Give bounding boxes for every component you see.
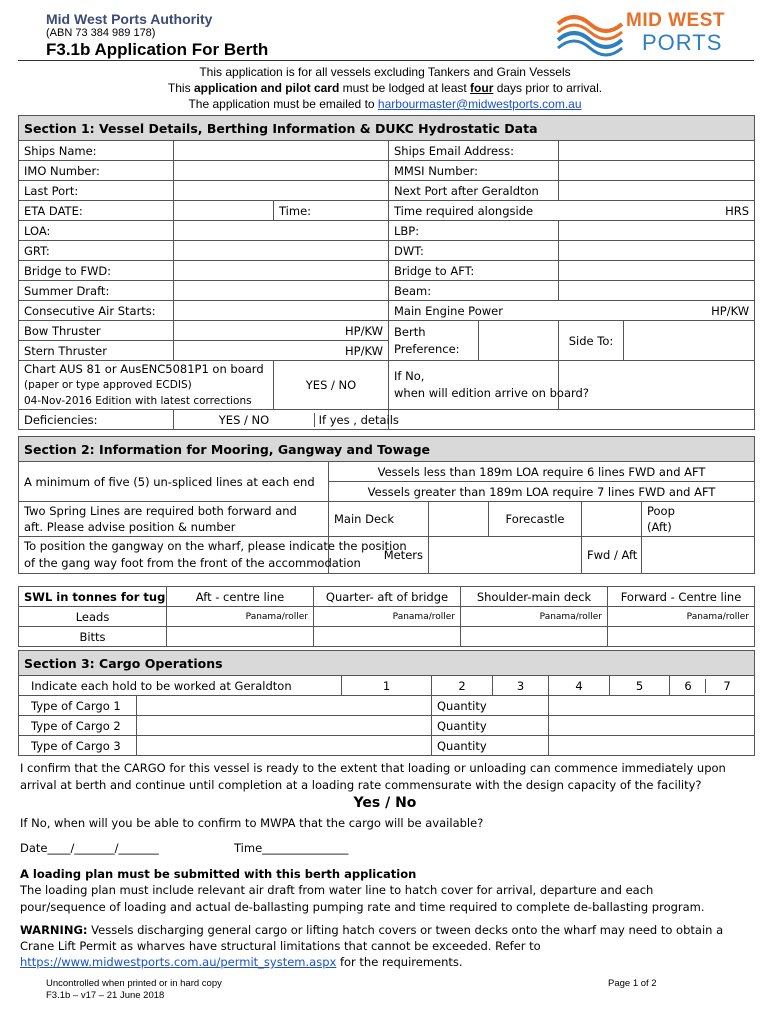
- berth-preference-label: Berth Preference:: [389, 321, 479, 361]
- last-port-field[interactable]: [174, 181, 389, 201]
- confirm-date-field[interactable]: Date____/_______/_______: [20, 841, 159, 855]
- bitts-forward-field[interactable]: [608, 627, 755, 647]
- intro-line-1: This application is for all vessels excluding Tankers and Grain Vessels: [199, 65, 571, 79]
- permit-system-link[interactable]: https://www.midwestports.com.au/permit_system.aspx: [20, 955, 337, 969]
- time-alongside-field[interactable]: Time required alongside HRS: [389, 201, 755, 221]
- side-to-label: Side To:: [559, 321, 624, 361]
- leads-quarter-field[interactable]: Panama/roller: [314, 607, 461, 627]
- eta-date-label: ETA DATE:: [19, 201, 174, 221]
- fwd-aft-field[interactable]: [642, 537, 755, 574]
- dwt-field[interactable]: [559, 241, 755, 261]
- quantity-3-label: Quantity: [432, 736, 549, 756]
- lines-large-vessel: Vessels greater than 189m LOA require 7 lines FWD and AFT: [329, 482, 755, 502]
- grt-field[interactable]: [174, 241, 389, 261]
- imo-field[interactable]: [174, 161, 389, 181]
- hold-5[interactable]: 5: [610, 676, 670, 696]
- confirm-text-2: arrival at berth and continue until completion at a loading rate commensurate with the design capacity of the facility?: [20, 778, 702, 792]
- bitts-aft-field[interactable]: [167, 627, 314, 647]
- spring-lines-label: Two Spring Lines are required both forward and aft. Please advise position & number: [19, 502, 329, 537]
- imo-label: IMO Number:: [19, 161, 174, 181]
- leads-aft-field[interactable]: Panama/roller: [167, 607, 314, 627]
- col-aft-centre: Aft - centre line: [167, 587, 314, 607]
- lbp-label: LBP:: [389, 221, 559, 241]
- deficiencies-label: Deficiencies:: [19, 410, 174, 430]
- mid-west-ports-logo: [556, 10, 736, 56]
- bridge-aft-field[interactable]: [559, 261, 755, 281]
- cargo-3-field[interactable]: [137, 736, 432, 756]
- intro-line-3: The application must be emailed to harbourmaster@midwestports.com.au: [188, 97, 582, 111]
- deficiencies-field[interactable]: YES / NO If yes , details: [174, 410, 389, 430]
- chart-if-no-field[interactable]: [559, 361, 755, 410]
- abn-number: (ABN 73 384 989 178): [46, 27, 156, 39]
- hold-4[interactable]: 4: [549, 676, 610, 696]
- bow-thruster-label: Bow Thruster: [19, 321, 174, 341]
- loa-label: LOA:: [19, 221, 174, 241]
- warning-text-2: Crane Lift Permit as wharves have structural limitations that cannot be exceeded. Refer to: [20, 939, 541, 953]
- col-shoulder: Shoulder-main deck: [461, 587, 608, 607]
- wave-logo-icon: [556, 10, 626, 56]
- section-3-title: Section 3: Cargo Operations: [19, 651, 755, 676]
- chart-requirement: Chart AUS 81 or AusENC5081P1 on board (paper or type approved ECDIS) 04-Nov-2016 Edition with latest corrections: [19, 361, 274, 410]
- chart-if-no-label: If No, when will edition arrive on board?: [389, 361, 559, 410]
- forecastle-field[interactable]: [582, 502, 642, 537]
- cargo-3-label: Type of Cargo 3: [19, 736, 137, 756]
- organization-name: Mid West Ports Authority: [46, 11, 213, 27]
- intro-line-2: This application and pilot card must be lodged at least four days prior to arrival.: [167, 81, 603, 95]
- mmsi-field[interactable]: [559, 161, 755, 181]
- section-1-table: [18, 115, 755, 430]
- quantity-2-label: Quantity: [432, 716, 549, 736]
- quantity-1-field[interactable]: [549, 696, 755, 716]
- section-1-title: Section 1: Vessel Details, Berthing Information & DUKC Hydrostatic Data: [19, 116, 755, 141]
- hold-1[interactable]: 1: [342, 676, 432, 696]
- col-forward-centre: Forward - Centre line: [608, 587, 755, 607]
- leads-forward-field[interactable]: Panama/roller: [608, 607, 755, 627]
- mmsi-label: MMSI Number:: [389, 161, 559, 181]
- confirm-time-field[interactable]: Time_______________: [234, 841, 349, 855]
- chart-yes-no[interactable]: YES / NO: [274, 361, 389, 410]
- cargo-1-field[interactable]: [137, 696, 432, 716]
- beam-field[interactable]: [559, 281, 755, 301]
- form-title: F3.1b Application For Berth: [46, 40, 269, 59]
- footer-page-number: Page 1 of 2: [608, 978, 657, 989]
- cargo-2-field[interactable]: [137, 716, 432, 736]
- eta-time-field[interactable]: Time:: [274, 201, 389, 221]
- dwt-label: DWT:: [389, 241, 559, 261]
- stern-thruster-field[interactable]: HP/KW: [174, 341, 389, 361]
- ships-email-label: Ships Email Address:: [389, 141, 559, 161]
- gangway-meters-field[interactable]: [429, 537, 582, 574]
- swl-header: SWL in tonnes for tug: [19, 587, 167, 607]
- section-2-table: [18, 436, 755, 574]
- bridge-fwd-field[interactable]: [174, 261, 389, 281]
- gangway-meters-label: Meters: [329, 537, 429, 574]
- confirm-if-no: If No, when will you be able to confirm to MWPA that the cargo will be available?: [20, 816, 484, 830]
- logo-text-ports: PORTS: [642, 30, 723, 55]
- gangway-position-label: To position the gangway on the wharf, please indicate the position of the gang way foot from the front of the accommodation: [19, 537, 329, 574]
- summer-draft-field[interactable]: [174, 281, 389, 301]
- hold-3[interactable]: 3: [493, 676, 549, 696]
- hold-2[interactable]: 2: [432, 676, 493, 696]
- forecastle-label: Forecastle: [489, 502, 582, 537]
- ships-email-field[interactable]: [559, 141, 755, 161]
- section-2-title: Section 2: Information for Mooring, Gangway and Towage: [19, 437, 755, 462]
- grt-label: GRT:: [19, 241, 174, 261]
- deficiencies-details-field[interactable]: [389, 410, 755, 430]
- warning-text-3: https://www.midwestports.com.au/permit_system.aspx for the requirements.: [20, 955, 463, 969]
- quantity-2-field[interactable]: [549, 716, 755, 736]
- poop-label: Poop (Aft): [642, 502, 755, 537]
- leads-shoulder-field[interactable]: Panama/roller: [461, 607, 608, 627]
- loading-plan-text-2: pour/sequence of loading and actual de-ballasting pumping rate and time required to complete de-ballasting program.: [20, 900, 705, 914]
- last-port-label: Last Port:: [19, 181, 174, 201]
- header-divider: [18, 60, 754, 61]
- mooring-lines-label: A minimum of five (5) un-spliced lines at each end: [19, 462, 329, 502]
- main-deck-label: Main Deck: [329, 502, 429, 537]
- bitts-shoulder-field[interactable]: [461, 627, 608, 647]
- loading-plan-text-1: The loading plan must include relevant air draft from water line to hatch cover for arrival, departure and each: [20, 883, 654, 897]
- bridge-fwd-label: Bridge to FWD:: [19, 261, 174, 281]
- hold-6-7[interactable]: 6 7: [670, 676, 755, 696]
- berth-preference-field[interactable]: [479, 321, 559, 361]
- cargo-2-label: Type of Cargo 2: [19, 716, 137, 736]
- air-starts-field[interactable]: [174, 301, 389, 321]
- eta-date-field[interactable]: [174, 201, 274, 221]
- next-port-label: Next Port after Geraldton: [389, 181, 559, 201]
- stern-thruster-label: Stern Thruster: [19, 341, 174, 361]
- lbp-field[interactable]: [559, 221, 755, 241]
- next-port-field[interactable]: [559, 181, 755, 201]
- confirm-text-1: I confirm that the CARGO for this vessel is ready to the extent that loading or unloading can commence immediately upon: [20, 761, 726, 775]
- quantity-3-field[interactable]: [549, 736, 755, 756]
- holds-label: Indicate each hold to be worked at Geraldton: [19, 676, 342, 696]
- footer-uncontrolled: Uncontrolled when printed or in hard copy: [46, 978, 222, 989]
- section-3-table: [18, 650, 755, 756]
- quantity-1-label: Quantity: [432, 696, 549, 716]
- lines-small-vessel: Vessels less than 189m LOA require 6 lines FWD and AFT: [329, 462, 755, 482]
- summer-draft-label: Summer Draft:: [19, 281, 174, 301]
- cargo-1-label: Type of Cargo 1: [19, 696, 137, 716]
- col-quarter-aft: Quarter- aft of bridge: [314, 587, 461, 607]
- bitts-quarter-field[interactable]: [314, 627, 461, 647]
- air-starts-label: Consecutive Air Starts:: [19, 301, 174, 321]
- footer-version: F3.1b – v17 – 21 June 2018: [46, 990, 165, 1001]
- ships-name-field[interactable]: [174, 141, 389, 161]
- fwd-aft-label: Fwd / Aft: [582, 537, 642, 574]
- harbourmaster-email-link[interactable]: harbourmaster@midwestports.com.au: [377, 97, 582, 111]
- side-to-field[interactable]: [624, 321, 755, 361]
- leads-label: Leads: [19, 607, 167, 627]
- engine-power-field[interactable]: Main Engine Power HP/KW: [389, 301, 755, 321]
- ships-name-label: Ships Name:: [19, 141, 174, 161]
- logo-text-mid-west: MID WEST: [626, 10, 725, 31]
- warning-text-1: WARNING: Vessels discharging general cargo or lifting hatch covers or tween decks onto the wharf may need to obtain a: [20, 923, 724, 937]
- beam-label: Beam:: [389, 281, 559, 301]
- bow-thruster-field[interactable]: HP/KW: [174, 321, 389, 341]
- loading-plan-title: A loading plan must be submitted with this berth application: [20, 867, 417, 881]
- loa-field[interactable]: [174, 221, 389, 241]
- bitts-label: Bitts: [19, 627, 167, 647]
- tug-swl-table: [18, 586, 755, 647]
- cargo-ready-yes-no[interactable]: Yes / No: [353, 795, 417, 811]
- bridge-aft-label: Bridge to AFT:: [389, 261, 559, 281]
- main-deck-field[interactable]: [429, 502, 489, 537]
